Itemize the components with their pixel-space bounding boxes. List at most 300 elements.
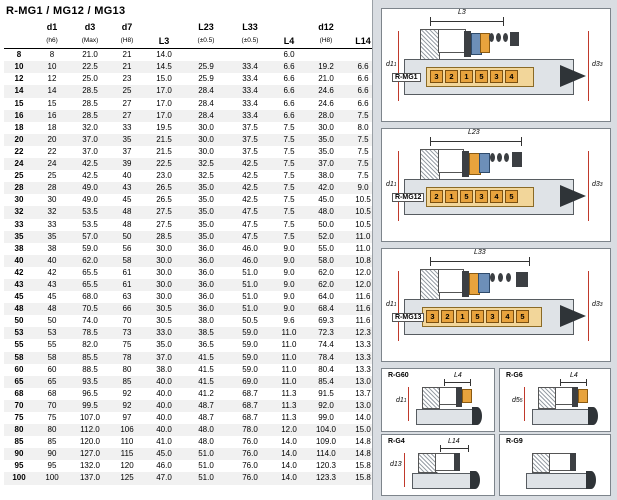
col-head-d7: d7 (H8) xyxy=(110,21,144,49)
part-number: 3 xyxy=(490,70,503,83)
table-cell: 45 xyxy=(47,292,57,302)
table-cell: 99.5 xyxy=(70,400,110,412)
dim-line-top xyxy=(430,141,522,142)
row-size-label: 22 xyxy=(14,146,24,156)
part-number: 5 xyxy=(475,70,488,83)
seal-lip xyxy=(454,453,460,471)
table-cell: 9.0 xyxy=(272,279,306,291)
figure-r-mg1 xyxy=(381,8,611,122)
part-number: 4 xyxy=(490,190,503,203)
table-header-row xyxy=(4,21,380,49)
table-cell: 69.3 xyxy=(318,316,334,326)
table-cell: 17.0 xyxy=(144,85,184,97)
table-cell: 14.0 xyxy=(355,413,371,422)
table-cell: 48 xyxy=(34,303,70,315)
table-cell: 65.5 xyxy=(70,279,110,291)
dim-label-d1: d11 xyxy=(396,397,407,404)
seal-face-ring xyxy=(462,271,469,297)
row-size-label: 53 xyxy=(4,327,34,339)
table-cell: 22.5 xyxy=(144,158,184,170)
table-cell: 99.0 xyxy=(318,413,334,422)
table-cell: 75 xyxy=(47,413,57,422)
table-cell: 33.4 xyxy=(242,98,258,108)
cone-tip xyxy=(470,471,480,489)
row-size-label: 35 xyxy=(4,231,34,243)
housing-hatch xyxy=(420,269,440,301)
dim-tick-right xyxy=(521,137,522,146)
dim-label-L33: L33 xyxy=(474,249,486,256)
table-cell: 46.0 xyxy=(242,243,258,253)
table-cell: 28.4 xyxy=(184,110,228,122)
specification-table xyxy=(4,21,380,485)
table-cell: 26.5 xyxy=(156,195,172,205)
table-cell: 36.0 xyxy=(198,243,214,253)
table-cell: 7.5 xyxy=(283,146,295,156)
table-row xyxy=(4,291,380,303)
table-cell: 68 xyxy=(47,388,57,398)
table-cell: 28.5 xyxy=(70,110,110,122)
dim-label-L4: L4 xyxy=(570,372,578,379)
figure-code-label: R-MG12 xyxy=(392,193,424,202)
table-cell: 6.6 xyxy=(272,110,306,122)
table-cell: 42.5 xyxy=(82,171,98,181)
table-cell: 35.0 xyxy=(184,231,228,243)
housing-block xyxy=(438,29,466,53)
table-cell: 48 xyxy=(122,219,132,229)
table-row xyxy=(4,110,380,122)
table-cell: 120.3 xyxy=(315,461,337,471)
spring-coil-3 xyxy=(506,273,511,282)
table-cell: 21.5 xyxy=(144,134,184,146)
table-cell: 7.5 xyxy=(346,158,380,170)
table-cell: 76.0 xyxy=(228,472,272,484)
table-cell: 9.0 xyxy=(272,303,306,315)
table-cell: 50 xyxy=(110,231,144,243)
table-cell: 6.6 xyxy=(283,98,295,108)
cone-tip xyxy=(588,407,598,425)
table-cell: 24.6 xyxy=(306,85,346,97)
table-cell: 47.5 xyxy=(242,219,258,229)
dim-line-top xyxy=(430,261,530,262)
table-cell: 65.5 xyxy=(82,267,98,277)
dim-label-L23: L23 xyxy=(468,129,480,136)
table-cell: 48 xyxy=(110,206,144,218)
table-cell: 62.0 xyxy=(70,255,110,267)
table-cell: 47.5 xyxy=(228,206,272,218)
table-cell: 27 xyxy=(110,110,144,122)
table-cell: 25.0 xyxy=(82,74,98,84)
table-cell: 11.0 xyxy=(272,327,306,339)
table-cell: 22.5 xyxy=(70,61,110,73)
dim-line-top xyxy=(444,382,470,383)
table-cell: 127.0 xyxy=(70,448,110,460)
table-cell: 80 xyxy=(122,364,132,374)
table-cell: 37.5 xyxy=(228,134,272,146)
table-cell: 37 xyxy=(122,146,132,156)
table-cell: 137.0 xyxy=(70,472,110,484)
table-cell: 33.4 xyxy=(228,85,272,97)
table-cell: 11.3 xyxy=(272,400,306,412)
part-number: 4 xyxy=(501,310,514,323)
spring-coil-2 xyxy=(496,33,501,42)
dim-tick-left xyxy=(560,379,561,386)
table-cell: 36.0 xyxy=(184,303,228,315)
figure-code-label: R-MG1 xyxy=(392,73,421,82)
dim-tick-right xyxy=(503,17,504,26)
table-cell: 11.0 xyxy=(272,376,306,388)
table-row xyxy=(4,388,380,400)
row-size-label: 48 xyxy=(4,303,34,315)
table-cell: 27.5 xyxy=(144,206,184,218)
table-cell: 7.5 xyxy=(357,171,369,181)
part-number: 2 xyxy=(441,310,454,323)
table-cell: 50 xyxy=(47,316,57,326)
table-cell: 23.0 xyxy=(156,171,172,181)
table-cell: 32.0 xyxy=(82,122,98,132)
table-cell: 7.5 xyxy=(283,122,295,132)
spring-coil-3 xyxy=(504,153,509,162)
part-number: 3 xyxy=(426,310,439,323)
table-cell: 33.4 xyxy=(228,110,272,122)
table-cell: 14.0 xyxy=(281,437,297,447)
table-cell: 11.3 xyxy=(281,413,297,422)
table-cell: 37.0 xyxy=(82,146,98,156)
table-row xyxy=(4,194,380,206)
table-cell: 6.6 xyxy=(272,85,306,97)
table-cell: 59.0 xyxy=(242,340,258,350)
table-row xyxy=(4,85,380,97)
table-cell: 21.0 xyxy=(82,50,98,60)
part-number-row xyxy=(430,190,518,203)
table-cell: 40.0 xyxy=(144,424,184,436)
table-cell: 100 xyxy=(34,472,70,484)
table-cell: 41.5 xyxy=(184,352,228,364)
table-cell: 92 xyxy=(122,388,132,398)
col-head-blank xyxy=(4,21,34,49)
gland-block xyxy=(548,453,572,471)
table-cell: 21.0 xyxy=(318,74,334,84)
table-cell: 33 xyxy=(47,219,57,229)
table-cell: 35 xyxy=(34,231,70,243)
table-cell: 59.0 xyxy=(242,364,258,374)
table-cell: 13.0 xyxy=(346,400,380,412)
dim-line-d3-vert xyxy=(588,271,589,341)
table-row xyxy=(4,412,380,424)
dim-line-top xyxy=(440,448,468,449)
table-cell: 14.0 xyxy=(272,448,306,460)
table-cell: 30.0 xyxy=(318,122,334,132)
table-cell: 33 xyxy=(122,122,132,132)
table-cell: 26.5 xyxy=(144,182,184,194)
row-size-label: 65 xyxy=(4,376,34,388)
table-cell: 11.6 xyxy=(355,316,371,326)
row-size-label: 75 xyxy=(14,413,24,422)
row-size-label: 18 xyxy=(14,122,24,132)
table-cell: 13.3 xyxy=(346,352,380,364)
row-size-label: 24 xyxy=(4,158,34,170)
table-cell: 7.5 xyxy=(272,231,306,243)
table-cell: 9.0 xyxy=(272,255,306,267)
table-cell: 38.0 xyxy=(198,316,214,326)
table-cell: 37.5 xyxy=(242,122,258,132)
table-cell: 39 xyxy=(110,158,144,170)
table-cell: 68.7 xyxy=(228,400,272,412)
table-cell: 8.0 xyxy=(357,122,369,132)
table-cell: 30.0 xyxy=(184,134,228,146)
col-head-L33: L33 (±0.5) xyxy=(228,21,272,49)
table-cell: 49.0 xyxy=(70,182,110,194)
dim-tick-left xyxy=(430,137,431,146)
table-cell: 10.5 xyxy=(346,206,380,218)
table-cell: 88.5 xyxy=(82,364,98,374)
table-cell: 53.5 xyxy=(70,206,110,218)
part-number: 4 xyxy=(505,70,518,83)
table-cell: 51.0 xyxy=(228,303,272,315)
table-cell: 73 xyxy=(110,327,144,339)
row-size-label: 90 xyxy=(4,448,34,460)
dim-line-d1-vert xyxy=(398,271,399,341)
table-cell: 49.0 xyxy=(82,195,98,205)
housing-block xyxy=(438,149,464,173)
table-cell: 42.5 xyxy=(228,182,272,194)
shaft-body xyxy=(416,409,474,425)
table-cell: 36.0 xyxy=(184,279,228,291)
table-cell: 13.3 xyxy=(355,364,371,374)
table-cell: 66 xyxy=(110,303,144,315)
table-cell: 15.8 xyxy=(355,461,371,471)
table-cell: 30.0 xyxy=(198,122,214,132)
dim-line-d1-vert xyxy=(408,387,409,421)
row-size-label: 45 xyxy=(14,292,24,302)
table-cell: 107.0 xyxy=(79,413,101,422)
table-cell: 20 xyxy=(34,134,70,146)
table-cell: 13.3 xyxy=(355,340,371,350)
table-cell: 114.0 xyxy=(306,448,346,460)
table-cell: 40.0 xyxy=(144,376,184,388)
table-cell: 41.5 xyxy=(184,376,228,388)
table-cell: 11.0 xyxy=(355,243,371,253)
table-cell: 14.8 xyxy=(346,448,380,460)
table-cell: 38 xyxy=(47,243,57,253)
table-cell: 64.0 xyxy=(318,292,334,302)
table-cell: 42.5 xyxy=(228,158,272,170)
part-number: 5 xyxy=(471,310,484,323)
dim-label-d13: d13 xyxy=(390,461,402,468)
table-cell xyxy=(228,49,272,62)
table-cell: 35.0 xyxy=(318,146,334,156)
table-cell: 30.0 xyxy=(156,243,172,253)
spring-coil-1 xyxy=(489,33,494,42)
oring xyxy=(578,389,588,403)
row-size-label: 15 xyxy=(14,98,24,108)
table-cell: 76.0 xyxy=(228,448,272,460)
table-cell: 28.0 xyxy=(306,110,346,122)
table-cell: 10 xyxy=(34,61,70,73)
table-cell: 21 xyxy=(122,50,132,60)
gland-block xyxy=(434,453,456,471)
table-row xyxy=(4,279,380,291)
table-cell: 14.0 xyxy=(281,461,297,471)
spring-coil-1 xyxy=(490,273,495,282)
col-head-L23: L23 (±0.5) xyxy=(184,21,228,49)
part-number-row xyxy=(430,70,518,83)
table-cell: 63 xyxy=(122,292,132,302)
table-cell: 61 xyxy=(122,267,132,277)
table-row xyxy=(4,206,380,218)
table-cell: 11.3 xyxy=(281,388,297,398)
figure-r-g9 xyxy=(499,434,611,496)
table-cell: 43 xyxy=(110,182,144,194)
table-cell: 109.0 xyxy=(315,437,337,447)
table-cell: 7.5 xyxy=(346,134,380,146)
shaft-body xyxy=(532,409,590,425)
table-cell: 69.0 xyxy=(228,376,272,388)
table-cell: 38.5 xyxy=(184,327,228,339)
table-cell: 7.5 xyxy=(283,195,295,205)
table-cell: 68.4 xyxy=(306,303,346,315)
table-row xyxy=(4,255,380,267)
table-cell: 23 xyxy=(122,74,132,84)
table-cell: 14 xyxy=(34,85,70,97)
row-size-label: 43 xyxy=(4,279,34,291)
table-cell: 40.0 xyxy=(144,400,184,412)
table-cell: 12.0 xyxy=(355,267,371,277)
table-cell: 68.7 xyxy=(242,388,258,398)
table-cell: 15 xyxy=(47,98,57,108)
table-row xyxy=(4,146,380,158)
figure-code-label: R-G60 xyxy=(388,372,409,379)
spring-coil-3 xyxy=(503,33,508,42)
table-cell: 25.9 xyxy=(198,74,214,84)
table-row xyxy=(4,400,380,412)
table-row xyxy=(4,448,380,460)
table-cell: 19.5 xyxy=(156,122,172,132)
table-cell: 12 xyxy=(47,74,57,84)
table-cell: 50.0 xyxy=(318,219,334,229)
table-cell: 14.8 xyxy=(355,437,371,447)
table-cell: 25 xyxy=(47,171,57,181)
row-size-label: 8 xyxy=(16,50,22,60)
table-cell: 25 xyxy=(110,85,144,97)
row-size-label: 55 xyxy=(14,340,24,350)
secondary-seal xyxy=(479,153,490,173)
table-cell: 9.0 xyxy=(283,267,295,277)
row-size-label: 38 xyxy=(14,243,24,253)
figure-r-g60 xyxy=(381,368,495,432)
dim-label-d1: d11 xyxy=(386,301,397,308)
table-cell: 78.0 xyxy=(228,424,272,436)
table-row xyxy=(4,339,380,351)
table-cell: 7.5 xyxy=(283,219,295,229)
table-cell: 48.0 xyxy=(306,206,346,218)
table-row xyxy=(4,134,380,146)
table-cell: 68.0 xyxy=(82,292,98,302)
table-row xyxy=(4,182,380,194)
dim-label-L3: L3 xyxy=(458,9,466,16)
table-cell: 9.0 xyxy=(346,182,380,194)
table-cell: 48.7 xyxy=(184,400,228,412)
table-cell: 11.0 xyxy=(346,231,380,243)
table-cell: 50.5 xyxy=(242,316,258,326)
table-cell: 11.6 xyxy=(355,292,371,302)
table-cell: 11.0 xyxy=(272,352,306,364)
row-size-label: 12 xyxy=(14,74,24,84)
table-row xyxy=(4,352,380,364)
dim-tick-right xyxy=(529,257,530,266)
spring-coil-2 xyxy=(498,273,503,282)
row-size-label: 58 xyxy=(4,352,34,364)
dim-line-d13-vert xyxy=(404,453,405,487)
cone-tip xyxy=(560,65,586,87)
table-cell: 28.4 xyxy=(198,98,214,108)
table-cell: 76.0 xyxy=(242,437,258,447)
table-cell: 78 xyxy=(110,352,144,364)
table-cell: 30.0 xyxy=(198,146,214,156)
table-cell: 45 xyxy=(122,195,132,205)
table-cell: 59.0 xyxy=(228,352,272,364)
table-cell: 40.0 xyxy=(156,388,172,398)
cone-tip xyxy=(472,407,482,425)
table-cell: 33.4 xyxy=(228,61,272,73)
figure-r-g6 xyxy=(499,368,611,432)
figure-r-g4 xyxy=(381,434,495,496)
table-cell: 30 xyxy=(47,195,57,205)
table-cell: 9.0 xyxy=(283,243,295,253)
table-cell: 70 xyxy=(122,316,132,326)
table-cell: 85.5 xyxy=(70,352,110,364)
table-cell: 51.0 xyxy=(242,292,258,302)
table-cell: 28.5 xyxy=(70,85,110,97)
table-cell: 120 xyxy=(120,461,134,471)
table-cell: 40 xyxy=(122,171,132,181)
table-cell: 28.5 xyxy=(82,98,98,108)
table-cell: 47.0 xyxy=(144,472,184,484)
gland-block xyxy=(554,387,574,405)
table-cell: 55.0 xyxy=(318,243,334,253)
table-cell: 62.0 xyxy=(318,267,334,277)
dim-tick-right xyxy=(468,445,469,452)
table-cell: 7.5 xyxy=(272,158,306,170)
table-cell: 95 xyxy=(47,461,57,471)
table-cell: 48.0 xyxy=(198,437,214,447)
figure-code-label: R-MG13 xyxy=(392,313,424,322)
table-cell: 53.5 xyxy=(82,219,98,229)
table-cell: 46.0 xyxy=(228,255,272,267)
part-number: 1 xyxy=(445,190,458,203)
col-head-d12: d12 (H8) xyxy=(306,21,346,49)
table-cell: 7.5 xyxy=(272,206,306,218)
dim-label-d5: d55 xyxy=(512,397,523,404)
table-cell: 58.0 xyxy=(306,255,346,267)
table-cell: 59.0 xyxy=(228,327,272,339)
col-head-L4: L4 xyxy=(272,21,306,49)
part-number: 5 xyxy=(516,310,529,323)
table-cell xyxy=(306,49,346,62)
row-size-label: 85 xyxy=(14,437,24,447)
table-cell: 59.0 xyxy=(82,243,98,253)
row-size-label: 16 xyxy=(4,110,34,122)
part-number: 5 xyxy=(505,190,518,203)
row-size-label: 68 xyxy=(14,388,24,398)
part-number: 3 xyxy=(475,190,488,203)
table-cell: 123.3 xyxy=(306,472,346,484)
table-cell: 92.0 xyxy=(306,400,346,412)
table-cell: 28.4 xyxy=(184,85,228,97)
table-cell: 53 xyxy=(34,327,70,339)
table-cell: 8 xyxy=(49,50,55,60)
table-cell: 9.6 xyxy=(283,316,295,326)
housing-hatch xyxy=(538,387,556,409)
